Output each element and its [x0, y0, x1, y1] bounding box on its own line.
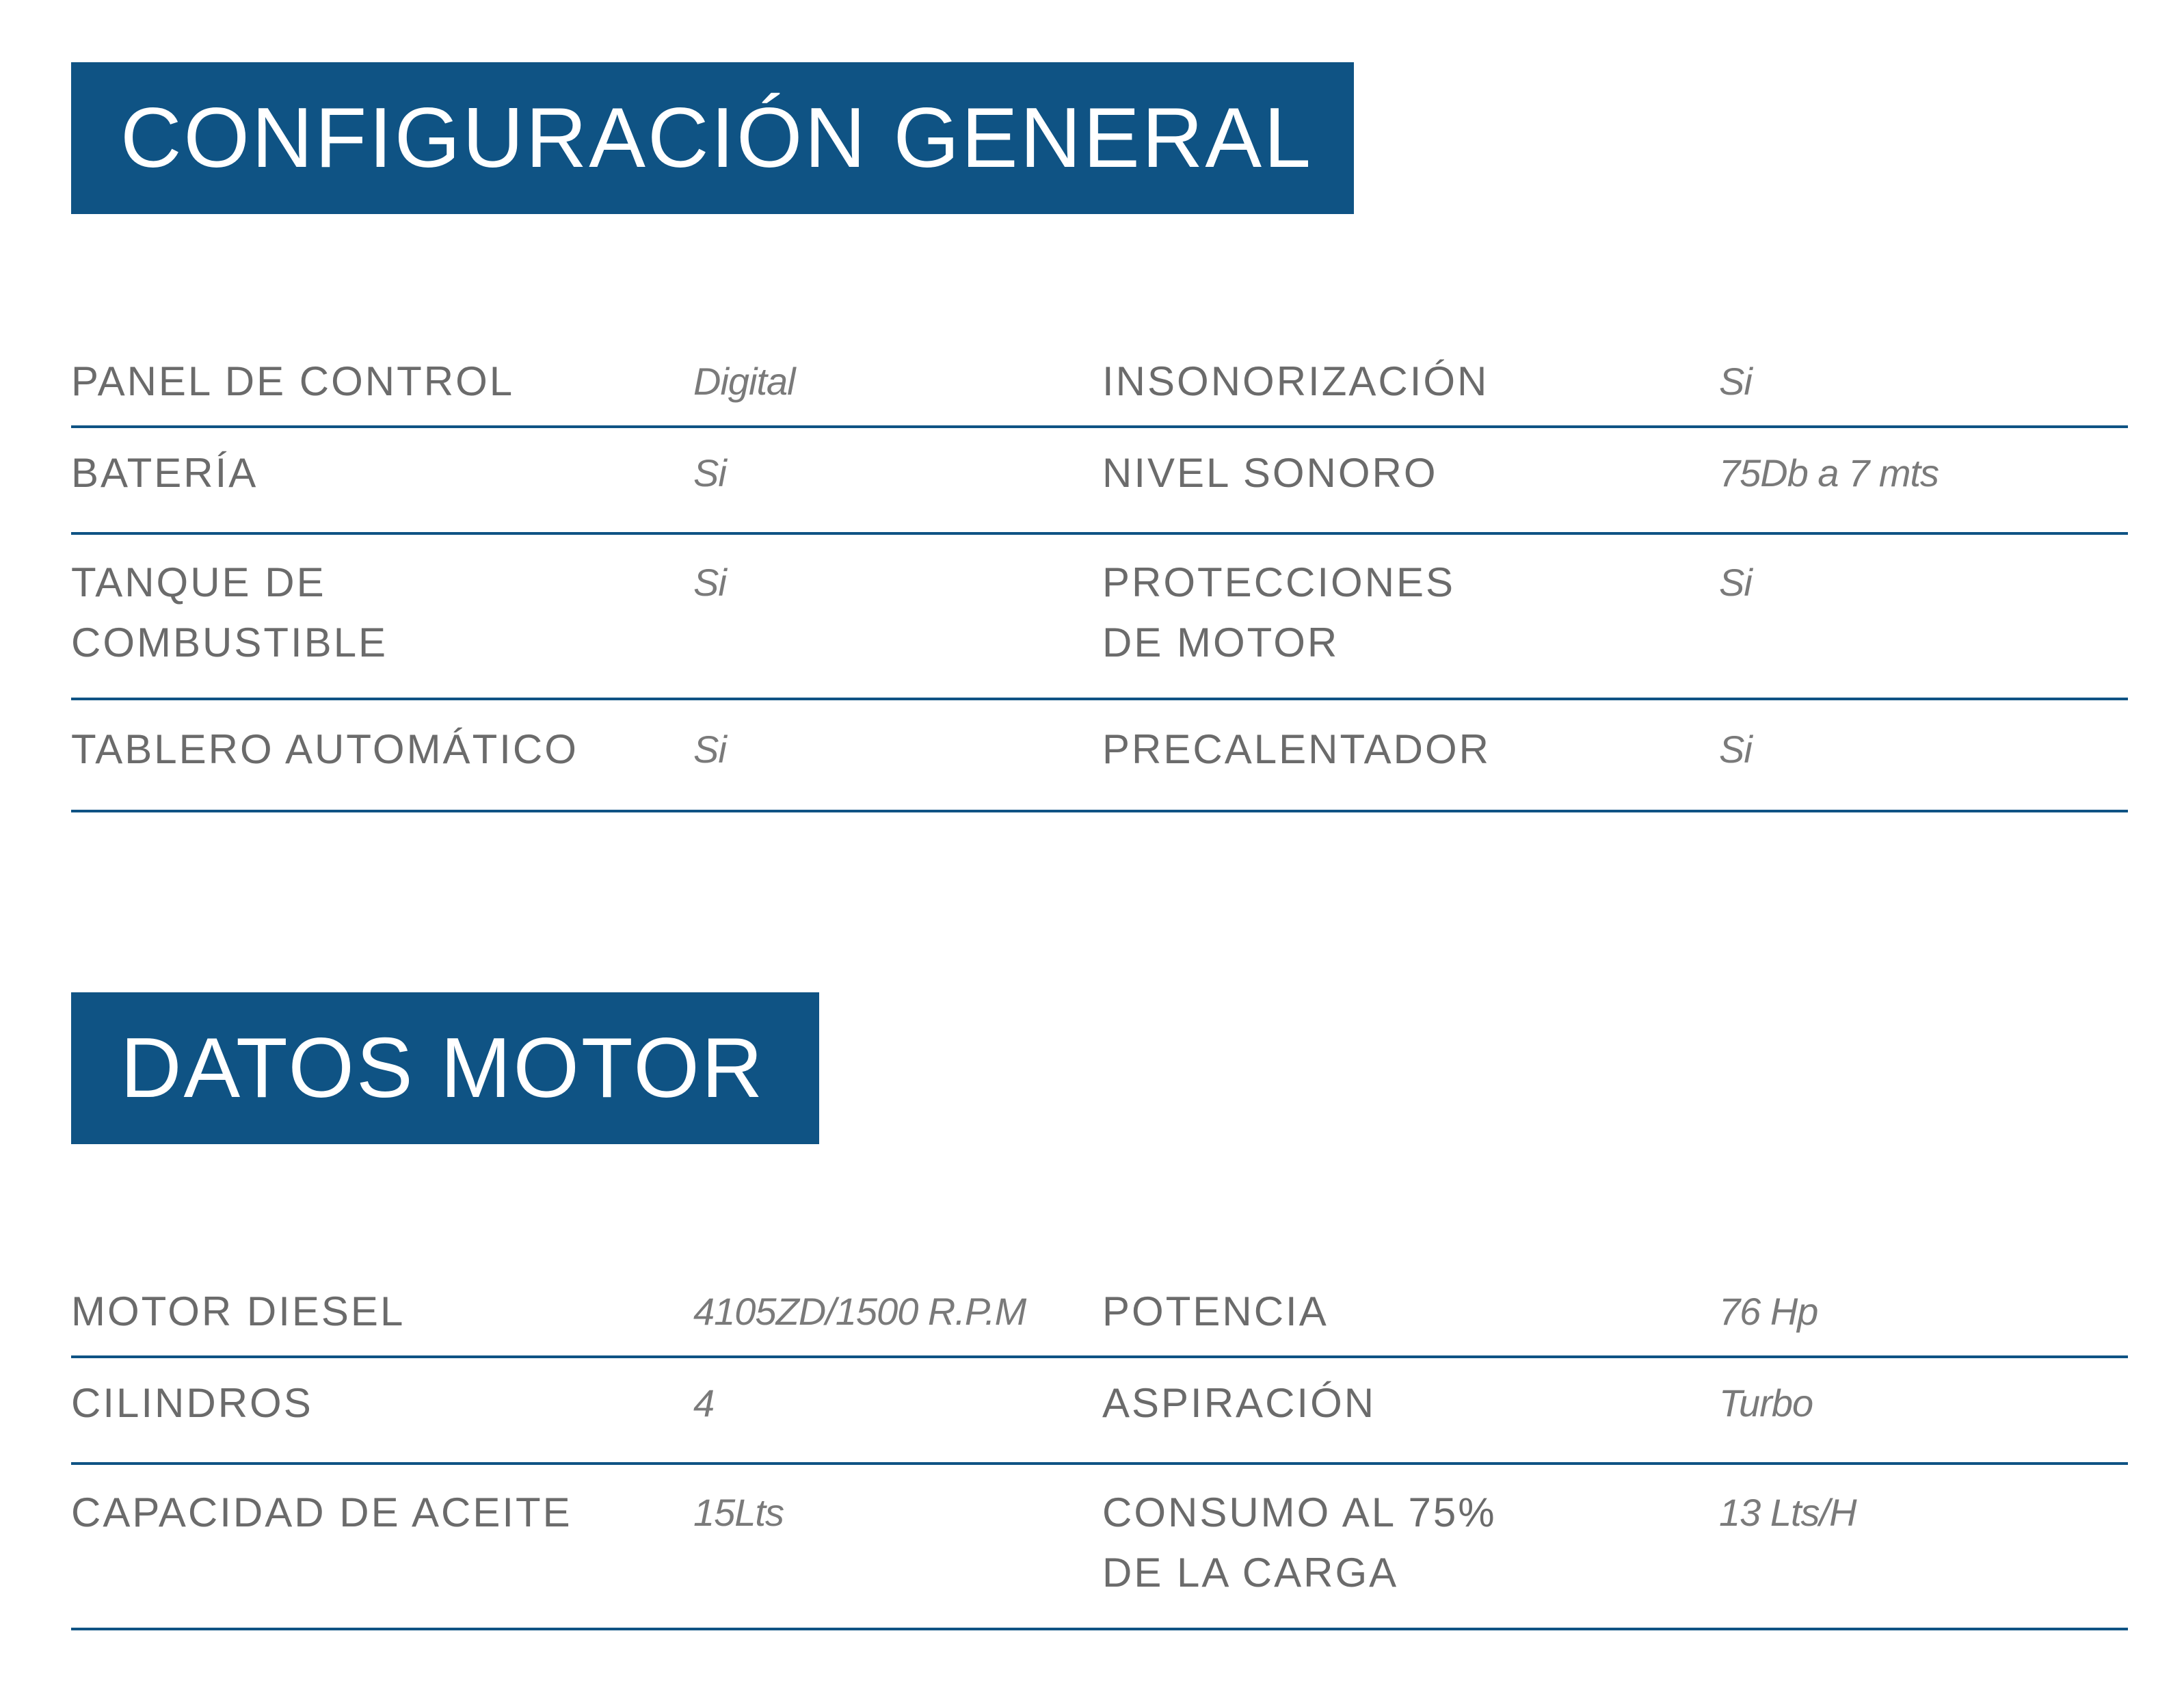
- spec-label: MOTOR DIESEL: [71, 1288, 405, 1334]
- table-row: [71, 335, 2128, 428]
- spec-label: CILINDROS: [71, 1380, 313, 1426]
- spec-value: Si: [693, 561, 726, 604]
- spec-label: PRECALENTADOR: [1102, 726, 1491, 772]
- spec-value: Si: [693, 451, 726, 494]
- spec-value: 13 Lts/H: [1719, 1491, 1856, 1534]
- section-title-datos-motor: DATOS MOTOR: [71, 992, 819, 1144]
- spec-label: TABLERO AUTOMÁTICO: [71, 726, 578, 772]
- spec-value: Digital: [693, 360, 795, 403]
- spec-label: NIVEL SONORO: [1102, 450, 1438, 496]
- spec-label: POTENCIA: [1102, 1288, 1329, 1334]
- spec-label: INSONORIZACIÓN: [1102, 358, 1489, 404]
- spec-label: CAPACIDAD DE ACEITE: [71, 1490, 572, 1535]
- spec-value: 76 Hp: [1719, 1290, 1818, 1333]
- spec-label: PROTECCIONES DE MOTOR: [1102, 559, 1456, 665]
- spec-label: ASPIRACIÓN: [1102, 1380, 1376, 1426]
- spec-value: Turbo: [1719, 1381, 1813, 1425]
- spec-label: CONSUMO AL 75% DE LA CARGA: [1102, 1490, 1497, 1596]
- spec-label: BATERÍA: [71, 450, 258, 496]
- spec-value: 75Db a 7 mts: [1719, 451, 1939, 494]
- spec-value: 15Lts: [693, 1491, 784, 1534]
- table-row: [71, 428, 2128, 535]
- table-row: [71, 1265, 2128, 1358]
- section-title-configuracion-general: CONFIGURACIÓN GENERAL: [71, 62, 1354, 214]
- spec-value: Si: [693, 728, 726, 771]
- spec-table-motor: [71, 1265, 2128, 1630]
- table-row: [71, 1358, 2128, 1465]
- spec-value: 4105ZD/1500 R.P.M: [693, 1290, 1026, 1333]
- spec-value: Si: [1719, 728, 1752, 771]
- table-row: [71, 1465, 2128, 1630]
- spec-label: PANEL DE CONTROL: [71, 358, 515, 404]
- spec-label: TANQUE DE COMBUSTIBLE: [71, 559, 388, 665]
- table-row: [71, 700, 2128, 812]
- spec-value: Si: [1719, 360, 1752, 403]
- spec-value: Si: [1719, 561, 1752, 604]
- spec-value: 4: [693, 1381, 715, 1425]
- table-row: [71, 535, 2128, 700]
- spec-table-configuracion: [71, 335, 2128, 812]
